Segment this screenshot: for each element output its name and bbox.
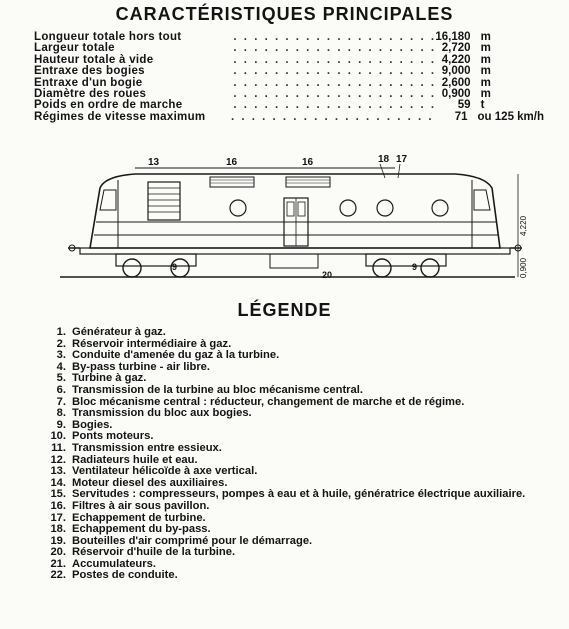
under-tank [270,254,318,268]
legend-number: 2. [56,337,66,350]
spec-label: Entraxe des bogies [34,65,145,78]
leader-dots: . . . . . . . . . . . . . . . . . . . . [233,87,437,100]
leader-dots: . . . . . . . . . . . . . . . . . . . . [233,53,437,66]
page-title: CARACTÉRISTIQUES PRINCIPALES [115,4,454,24]
legend-number: 15. [50,488,66,501]
legend-item [38,524,558,536]
spec-value: 2,600 [441,76,471,89]
wheel [373,259,391,277]
legend-text: Radiateurs huile et eau. [72,453,198,466]
legend-item [38,443,558,455]
wheel [421,259,439,277]
legend-item [38,466,558,478]
legend-text: Servitudes : compresseurs, pompes à eau et à huile, génératrice électrique auxiliaire. [72,488,526,501]
legend-text: Réservoir intermédiaire à gaz. [72,337,232,350]
spec-label: Longueur totale hors tout [34,31,182,43]
legend-text: Bouteilles d'air comprimé pour le démarrage. [72,534,313,547]
bogie-right [366,254,446,277]
legend-number: 10. [50,430,66,443]
legend-number: 18. [50,523,66,536]
legend-number: 21. [50,557,66,570]
spec-unit: t [480,99,485,112]
leader-dots: . . . . . . . . . . . . . . . . . . . . [233,99,437,112]
callout-label: 16 [226,157,238,168]
wheel [123,259,141,277]
spec-label: Diamètre des roues [34,87,147,100]
callout-label: 18 [378,154,390,165]
spec-value: 16,180 [435,31,471,43]
legend-number: 16. [50,499,66,512]
spec-unit: m [480,65,491,78]
dimension-label: 4,220 [519,215,528,236]
legend-number: 8. [56,407,66,420]
spec-label: Hauteur totale à vide [34,53,154,66]
legend-number: 14. [50,476,66,489]
legend-number: 19. [50,534,66,547]
legend-text: Bloc mécanisme central : réducteur, changement de marche et de régime. [72,395,465,408]
legend-text: Réservoir d'huile de la turbine. [72,546,236,559]
locomotive-body [90,174,500,248]
roof-filter [210,177,254,187]
spec-unit: ou 125 km/h [477,110,544,123]
bogie-left [116,254,196,277]
spec-value: 9,000 [441,65,471,78]
legend-number: 17. [50,511,66,524]
callout-label: 16 [302,157,314,168]
legend-item [38,385,558,397]
legend-text: Transmission entre essieux. [72,441,222,454]
legend-number: 12. [50,453,66,466]
spec-unit: m [480,53,491,66]
specifications-table [34,32,544,123]
legend-text: Filtres à air sous pavillon. [72,499,210,512]
legend-text: Postes de conduite. [72,569,178,582]
legend-text: Moteur diesel des auxiliaires. [72,476,228,489]
callout-label: 13 [148,157,160,168]
locomotive-svg [60,150,530,285]
dimension-label: 0,900 [519,257,528,278]
legend-item [38,408,558,420]
legend-text: Ventilateur hélicoïde à axe vertical. [72,465,258,478]
legend-text: Accumulateurs. [72,557,156,570]
legend-text: Ponts moteurs. [72,430,154,443]
callout-label: 9 [412,262,418,272]
legend-number: 5. [56,372,66,385]
leader-dots: . . . . . . . . . . . . . . . . . . . . [233,42,437,55]
spec-value: 2,720 [441,42,471,55]
porthole [230,200,246,216]
spec-label: Poids en ordre de marche [34,99,183,112]
locomotive-drawing [60,150,530,285]
porthole [432,200,448,216]
spec-unit: m [480,87,491,100]
callout-label: 9 [172,262,178,272]
spec-label: Régimes de vitesse maximum [34,110,206,123]
spec-unit: m [480,76,491,89]
legend-title: LÉGENDE [237,300,332,320]
spec-value: 71 [454,110,468,123]
roof-filter [286,177,330,187]
callout-label: 20 [322,270,333,280]
legend-text: Conduite d'amenée du gaz à la turbine. [72,349,280,362]
spec-row [34,112,544,123]
porthole [340,200,356,216]
legend-list [38,327,558,582]
legend-number: 7. [56,395,66,408]
legend-text: Turbine à gaz. [72,372,147,385]
legend-text: Echappement du by-pass. [72,523,211,536]
legend-text: Générateur à gaz. [72,326,166,338]
spec-value: 4,220 [441,53,471,66]
legend-number: 4. [56,360,66,373]
legend-text: Echappement de turbine. [72,511,206,524]
spec-label: Entraxe d'un bogie [34,76,143,89]
legend-item [38,327,558,339]
legend-number: 6. [56,383,66,396]
leader-dots: . . . . . . . . . . . . . . . . . . . . [233,31,437,43]
legend-number: 13. [50,465,66,478]
legend-text: Transmission du bloc aux bogies. [72,407,252,420]
spec-row [34,66,544,77]
porthole [377,200,393,216]
spec-unit: m [480,42,491,55]
leader-dots: . . . . . . . . . . . . . . . . . . . . [230,110,434,123]
legend-number: 22. [50,569,66,582]
spec-label: Largeur totale [34,42,115,55]
legend-number: 1. [56,326,66,338]
legend-text: By-pass turbine - air libre. [72,360,211,373]
legend-number: 9. [56,418,66,431]
legend-number: 11. [51,441,66,454]
legend-item [38,570,558,582]
legend-text: Bogies. [72,418,113,431]
callout-label: 17 [396,154,408,165]
leader-dots: . . . . . . . . . . . . . . . . . . . . [233,76,437,89]
spec-unit: m [480,31,491,43]
legend-number: 3. [56,349,66,362]
legend-item [38,501,558,513]
legend-number: 20. [50,546,66,559]
spec-value: 59 [457,99,471,112]
legend-text: Transmission de la turbine au bloc mécanisme central. [72,383,363,396]
spec-value: 0,900 [441,87,471,100]
leader-dots: . . . . . . . . . . . . . . . . . . . . [233,65,437,78]
